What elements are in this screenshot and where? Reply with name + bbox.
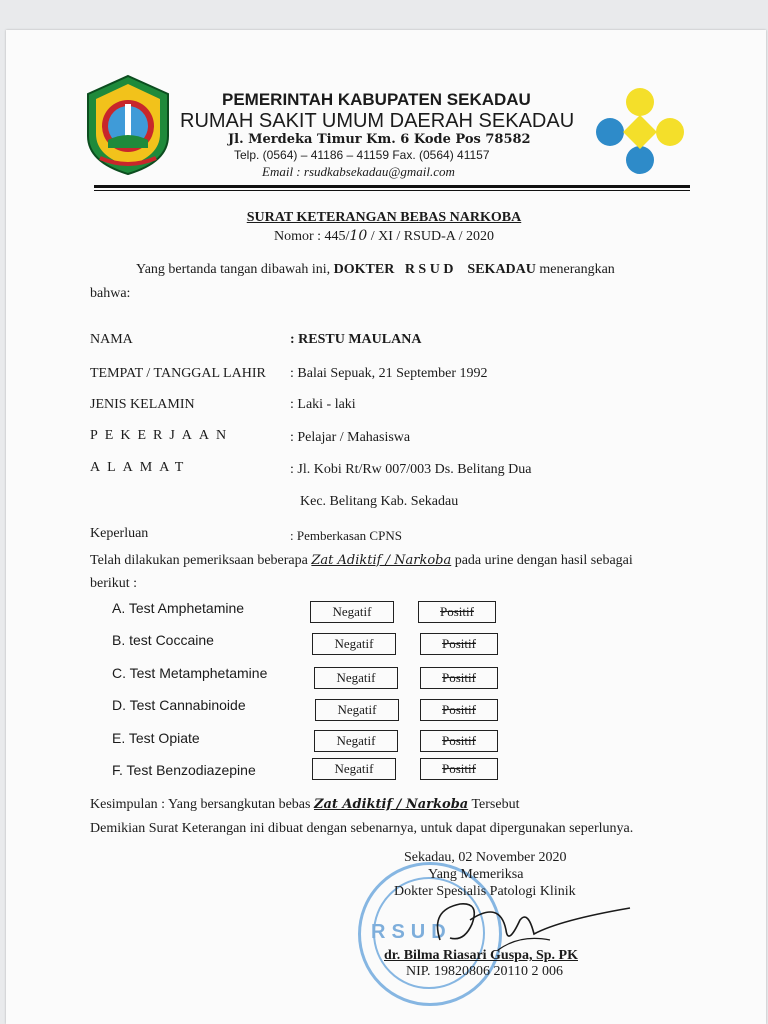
number-suffix: / XI / RSUD-A / 2020 xyxy=(367,229,495,244)
exam-statement-2: berikut : xyxy=(90,576,138,591)
signature-specialty: Dokter Spesialis Patologi Klinik xyxy=(394,884,576,899)
gender-value: : Laki - laki xyxy=(290,397,356,412)
conclusion-text: Kesimpulan : Yang bersangkutan bebas xyxy=(90,797,311,812)
exam-text-substance: Zat Adiktif / Narkoba xyxy=(311,553,452,568)
signature-role: Yang Memeriksa xyxy=(428,867,524,882)
test-label: A. Test Amphetamine xyxy=(112,600,245,616)
negative-result-box: Negatif xyxy=(310,601,394,623)
gender-label: JENIS KELAMIN xyxy=(90,397,195,412)
stamp-text: RSUD xyxy=(371,921,452,943)
letterhead-rule-thick xyxy=(94,185,690,188)
test-label: E. Test Opiate xyxy=(112,730,200,746)
negative-result-box: Negatif xyxy=(312,633,396,655)
positive-result-box: Positif xyxy=(420,633,498,655)
exam-text-c: pada urine dengan hasil sebagai xyxy=(454,553,633,568)
address-value-1: : Jl. Kobi Rt/Rw 007/003 Ds. Belitang Dua xyxy=(290,462,532,477)
test-label: B. test Coccaine xyxy=(112,632,214,648)
purpose-value: : Pemberkasan CPNS xyxy=(290,528,402,543)
letterhead-address: Jl. Merdeka Timur Km. 6 Kode Pos 78582 xyxy=(228,132,531,147)
intro-text-end: menerangkan xyxy=(539,262,615,277)
positive-result-box: Positif xyxy=(418,601,496,623)
closing-statement: Demikian Surat Keterangan ini dibuat dengan sebenarnya, untuk dapat dipergunakan seperlunya. xyxy=(90,821,634,836)
regency-logo-icon xyxy=(86,74,170,176)
test-label: F. Test Benzodiazepine xyxy=(112,762,256,778)
exam-text-a: Telah dilakukan pemeriksaan beberapa xyxy=(90,553,308,568)
intro-line-2: bahwa: xyxy=(90,286,131,301)
intro-doctor: DOKTER R S U D SEKADAU xyxy=(333,262,536,277)
negative-result-box: Negatif xyxy=(314,667,398,689)
conclusion-substance: Zat Adiktif / Narkoba xyxy=(313,797,469,812)
number-handwritten: 10 xyxy=(349,228,368,244)
occupation-value: : Pelajar / Mahasiswa xyxy=(290,430,411,445)
letterhead-rule-thin xyxy=(94,190,690,191)
letterhead-phone: Telp. (0564) – 41186 – 41159 Fax. (0564) 41157 xyxy=(234,148,490,162)
negative-result-box: Negatif xyxy=(315,699,399,721)
intro-text: Yang bertanda tangan dibawah ini, xyxy=(136,262,331,277)
signatory-nip: NIP. 19820806 20110 2 006 xyxy=(406,964,563,979)
negative-result-box: Negatif xyxy=(312,758,396,780)
exam-statement xyxy=(90,553,633,569)
positive-result-box: Positif xyxy=(420,758,498,780)
address-label: ALAMAT xyxy=(90,460,191,475)
ttl-value: : Balai Sepuak, 21 September 1992 xyxy=(290,366,488,381)
conclusion-text-end: Tersebut xyxy=(471,797,520,812)
signature-place-date: Sekadau, 02 November 2020 xyxy=(404,850,567,865)
health-ministry-emblem-icon xyxy=(590,84,690,180)
purpose-label: Keperluan xyxy=(90,526,149,541)
positive-result-box: Positif xyxy=(420,730,498,752)
negative-result-box: Negatif xyxy=(314,730,398,752)
letterhead-email: Email : rsudkabsekadau@gmail.com xyxy=(262,164,455,179)
number-prefix: Nomor : 445/ xyxy=(273,229,350,244)
document-title: SURAT KETERANGAN BEBAS NARKOBA xyxy=(246,210,522,225)
nama-label: NAMA xyxy=(90,332,133,347)
letterhead-hospital: RUMAH SAKIT UMUM DAERAH SEKADAU xyxy=(180,110,575,132)
test-label: D. Test Cannabinoide xyxy=(112,697,246,713)
signatory-name: dr. Bilma Riasari Guspa, Sp. PK xyxy=(384,948,578,963)
positive-result-box: Positif xyxy=(420,667,498,689)
positive-result-box: Positif xyxy=(420,699,498,721)
document-number xyxy=(0,228,768,245)
conclusion xyxy=(90,797,519,813)
test-label: C. Test Metamphetamine xyxy=(112,665,268,681)
letterhead-government: PEMERINTAH KABUPATEN SEKADAU xyxy=(222,90,531,109)
ttl-label: TEMPAT / TANGGAL LAHIR xyxy=(90,366,266,381)
address-value-2: Kec. Belitang Kab. Sekadau xyxy=(300,494,459,509)
intro-line xyxy=(136,262,615,278)
occupation-label: PEKERJAAN xyxy=(90,428,234,443)
nama-value: : RESTU MAULANA xyxy=(290,332,422,347)
